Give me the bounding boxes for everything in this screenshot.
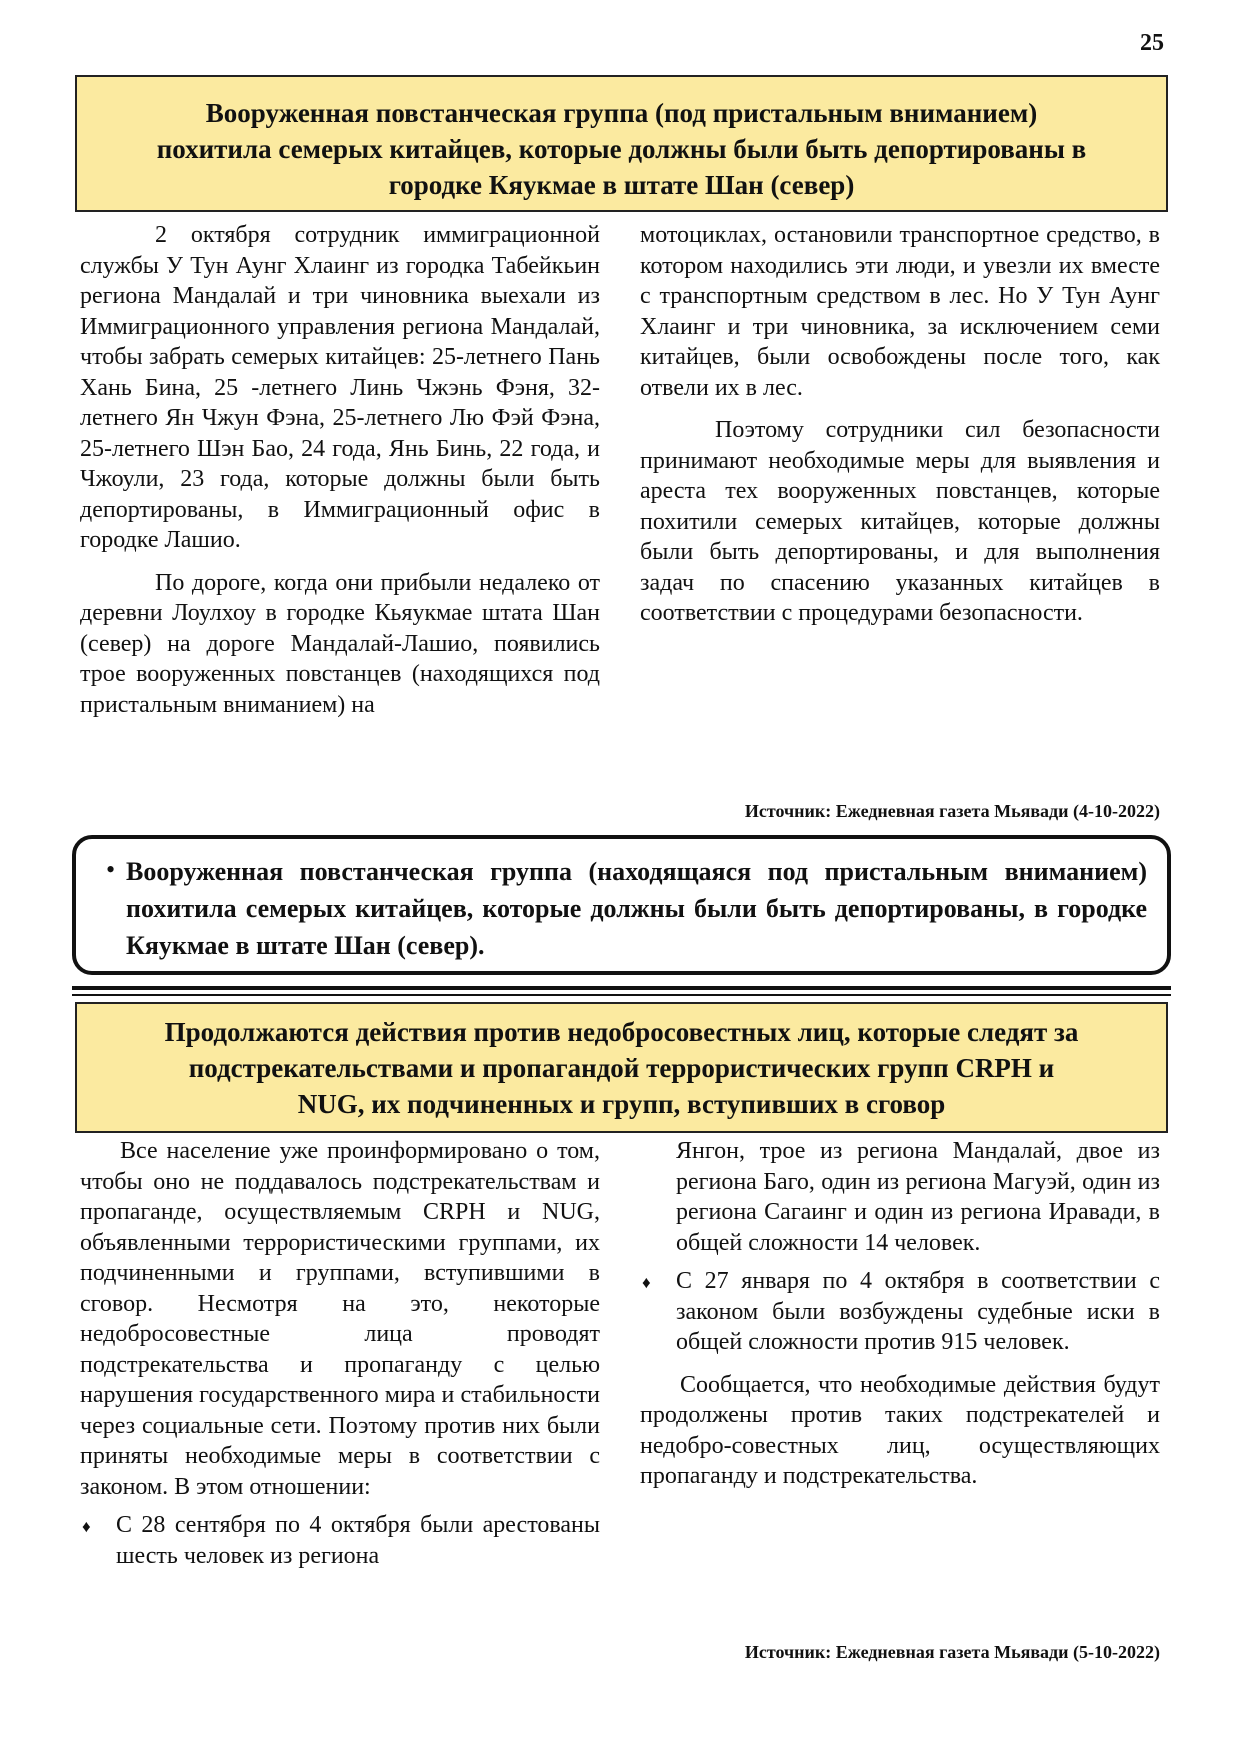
- page-number: 25: [1140, 30, 1164, 56]
- article2-bullet-list: [80, 1510, 600, 1571]
- article1-title: [75, 75, 1168, 212]
- divider: [72, 986, 1171, 990]
- article2-bullet-list: [640, 1136, 1160, 1358]
- article2-source: Источник: Ежедневная газета Мьявади (5-10-2022): [744, 1642, 1160, 1662]
- article2-left-column: [80, 1136, 600, 1571]
- list-item-text: Янгон, трое из региона Мандалай, двое из региона Баго, один из региона Магуэй, один из региона Сагаинг и один из региона Иравади, в общей сложности 14 человек.: [676, 1138, 1160, 1256]
- article2-right-column: [640, 1136, 1160, 1492]
- article1-paragraph: По дороге, когда они прибыли недалеко от деревни Лоулхоу в городке Кьяукмае штата Шан (север) на дороге Мандалай-Лашио, появились трое вооруженных повстанцев (находящихся под пристальным вниманием) на: [80, 569, 600, 718]
- article1-title-line: Вооруженная повстанческая группа (под пристальным вниманием): [205, 98, 1038, 128]
- diamond-bullet-icon: ♦: [642, 1273, 651, 1292]
- article1-title-line: городке Кяукмае в штате Шан (север): [388, 170, 855, 200]
- list-item-text: С 27 января по 4 октября в соответствии с законом были возбуждены судебные иски в общей сложности против 915 человек.: [676, 1268, 1160, 1355]
- article1-paragraph: Поэтому сотрудники сил безопасности принимают необходимые меры для выявления и ареста тех вооруженных повстанцев, которые похитили семерых китайцев, которые должны были быть депортированы, и для выполнения задач по спасению указанных китайцев в соответствии с процедурами безопасности.: [640, 417, 1160, 626]
- diamond-bullet-icon: ♦: [82, 1517, 91, 1536]
- article2-title-line: Продолжаются действия против недобросовестных лиц, которые следят за: [164, 1017, 1079, 1047]
- list-item: [80, 1510, 600, 1571]
- article1-paragraph: 2 октября сотрудник иммиграционной службы У Тун Аунг Хлаинг из городка Табейкьин региона Мандалай и три чиновника выехали из Иммиграционного управления региона Мандалай, чтобы забрать семерых китайцев: 25-летнего Пань Хань Бина, 25 -летнего Линь Чжэнь Фэня, 32-летнего Ян Чжун Фэна, 25-летнего Лю Фэй Фэна, 25-летнего Шэн Бао, 24 года, Янь Бинь, 22 года, и Чжоули, 23 года, которые должны были быть депортированы, в Иммиграционный офис в городке Лашио.: [80, 222, 600, 553]
- summary-box: [72, 835, 1171, 975]
- list-item-text: С 28 сентября по 4 октября были арестованы шесть человек из региона: [116, 1512, 600, 1569]
- article2-title-line: подстрекательствами и пропагандой террористических групп CRPH и: [188, 1053, 1055, 1083]
- article1-right-column: [640, 220, 1160, 629]
- article2-title: [75, 1002, 1168, 1133]
- article2-title-line: NUG, их подчиненных и групп, вступивших в сговор: [297, 1089, 946, 1119]
- summary-text: Вооруженная повстанческая группа (находящаяся под пристальным вниманием) похитила семерых китайцев, которые должны были быть депортированы, в городке Кяукмае в штате Шан (север).: [126, 857, 1147, 960]
- article1-paragraph: мотоциклах, остановили транспортное средство, в котором находились эти люди, и увезли их вместе с транспортным средством в лес. Но У Тун Аунг Хлаинг и три чиновника, за исключением семи китайцев, были освобождены после того, как отвели их в лес.: [640, 222, 1160, 401]
- article2-paragraph: Сообщается, что необходимые действия будут продолжены против таких подстрекателей и недобро-совестных лиц, осуществляющих пропаганду и подстрекательства.: [640, 1371, 1160, 1489]
- article1-source: Источник: Ежедневная газета Мьявади (4-10-2022): [744, 801, 1160, 821]
- article2-paragraph: Все население уже проинформировано о том, чтобы оно не поддавалось подстрекательствам и пропаганде, осуществляемым CRPH и NUG, объявленными террористическими группами, их подчиненными и группами, вступившими в сговор. Несмотря на это, некоторые недобросовестные лица проводят подстрекательства и пропаганду с целью нарушения государственного мира и стабильности через социальные сети. Поэтому против них были приняты необходимые меры в соответствии с законом. В этом отношении:: [80, 1138, 600, 1500]
- article1-left-column: [80, 220, 600, 720]
- list-item-continuation: [640, 1136, 1160, 1258]
- article1-title-line: похитила семерых китайцев, которые должны были быть депортированы в: [156, 134, 1087, 164]
- divider: [72, 994, 1171, 996]
- list-item: [640, 1266, 1160, 1358]
- bullet-icon: •: [106, 855, 116, 884]
